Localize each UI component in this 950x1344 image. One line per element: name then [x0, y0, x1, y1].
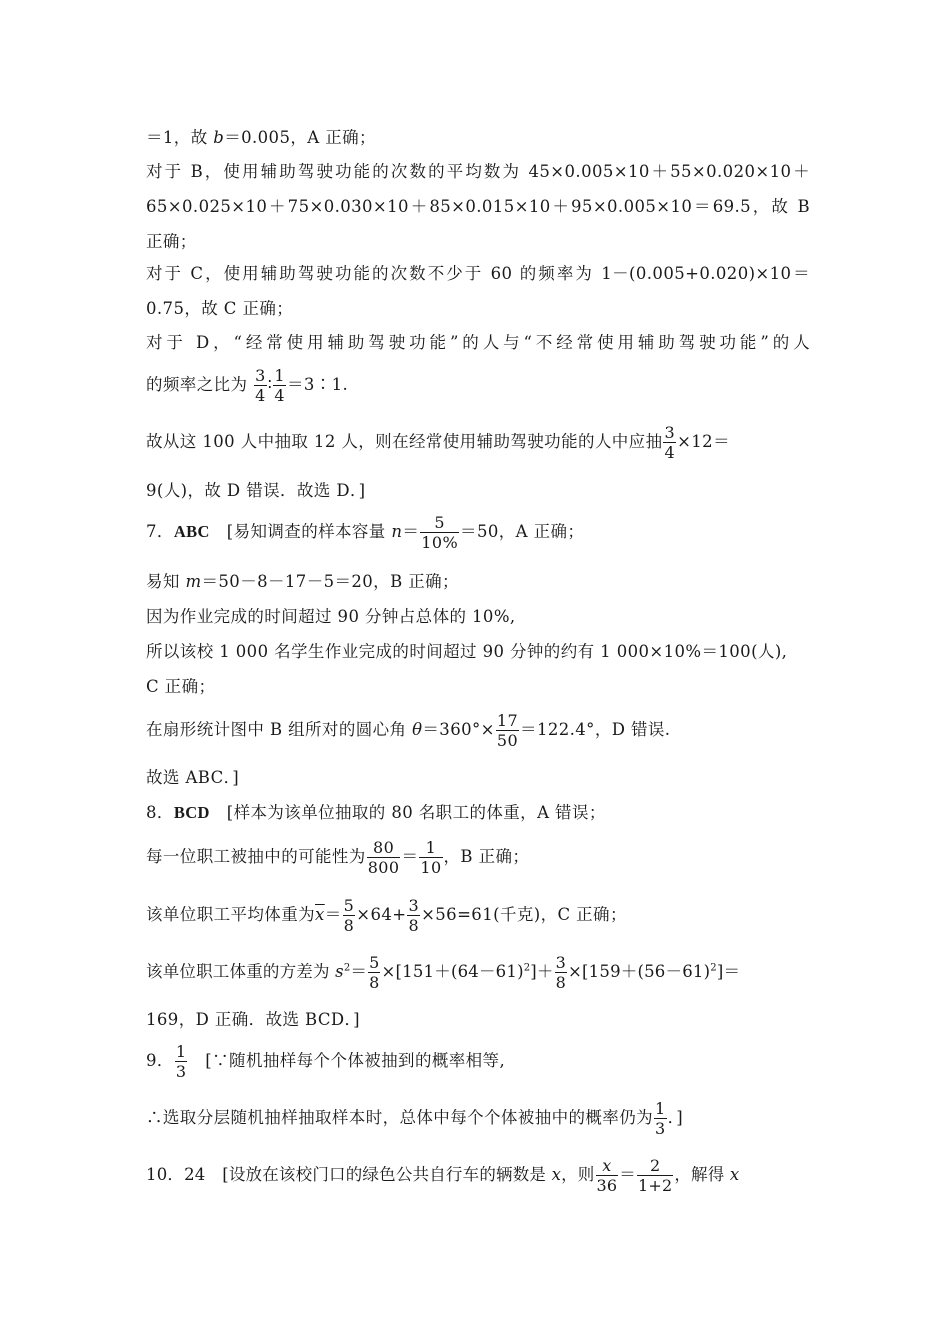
line-20 — [146, 896, 627, 935]
denominator: 3 — [175, 1062, 187, 1081]
line-11 — [146, 513, 584, 552]
line-13: 因为作业完成的时间超过 90 分钟占总体的 10%, — [146, 607, 516, 626]
fraction-1-4 — [273, 366, 286, 405]
text: [设放在该校门口的绿色公共自行车的辆数是 — [205, 1165, 552, 1184]
fraction-3-8 — [555, 953, 567, 992]
question-number: 7． — [146, 522, 174, 541]
fraction-3-4 — [254, 366, 267, 405]
answer: BCD — [173, 803, 210, 822]
line-22: 169，D 正确．故选 BCD．] — [146, 1010, 360, 1029]
text: [样本为该单位抽取的 80 名职工的体重，A 错误； — [209, 803, 606, 822]
numerator: 1 — [419, 838, 442, 858]
line-1 — [146, 128, 376, 148]
line-12 — [146, 572, 459, 592]
answer-fraction-1-3 — [175, 1042, 188, 1081]
numerator: 17 — [496, 711, 519, 730]
superscript: 2 — [710, 962, 717, 974]
denominator: 8 — [343, 916, 355, 935]
line-3: 65×0.025×10＋75×0.030×10＋85×0.015×10＋95×0.005×10＝69.5，故 B — [146, 197, 810, 216]
line-15: C 正确； — [146, 677, 216, 696]
numerator: 5 — [369, 953, 380, 972]
text: 故从这 100 人中抽取 12 人，则在经常使用辅助驾驶功能的人中应抽 — [146, 432, 663, 451]
ratio-sign: ∶ — [267, 375, 273, 394]
equals: ＝ — [350, 962, 368, 981]
equals: ＝ — [324, 905, 342, 924]
var-s: s — [335, 962, 344, 981]
text: ×64+ — [356, 905, 407, 924]
line-6: 0.75，故 C 正确； — [146, 299, 294, 318]
text: ]＝ — [716, 962, 741, 981]
line-16 — [146, 711, 670, 750]
line-5: 对于 C，使用辅助驾驶功能的次数不少于 60 的频率为 1－(0.005+0.020)×10＝ — [146, 264, 810, 283]
line-7: 对于 D，“经常使用辅助驾驶功能”的人与“不经常使用辅助驾驶功能”的人 — [146, 333, 810, 352]
line-25 — [146, 1156, 739, 1195]
var-n: n — [391, 522, 403, 541]
text: ＝50－8－17－5＝20，B 正确； — [201, 572, 459, 591]
denominator: 1+2 — [637, 1176, 673, 1195]
answer: ABC — [173, 522, 210, 541]
text: ，则 — [561, 1165, 595, 1184]
text: ＝0.005，A 正确； — [224, 128, 376, 147]
line-21 — [146, 953, 740, 992]
denominator: 800 — [367, 858, 400, 877]
fraction-2-1plus2 — [637, 1156, 673, 1195]
text: ×[151＋(64－61) — [381, 962, 524, 981]
equals: ＝ — [402, 522, 420, 541]
numerator: 5 — [420, 513, 459, 533]
numerator: 1 — [274, 366, 285, 385]
text: ∴选取分层随机抽样抽取样本时，总体中每个个体被抽中的概率仍为 — [146, 1108, 653, 1127]
numerator: 3 — [255, 366, 266, 385]
question-number: 9． — [146, 1051, 174, 1070]
line-14: 所以该校 1 000 名学生作业完成的时间超过 90 分钟的约有 1 000×10%＝100(人), — [146, 642, 788, 661]
text: 在扇形统计图中 B 组所对的圆心角 — [146, 720, 413, 739]
equals: ＝ — [619, 1165, 636, 1184]
question-number: 8． — [146, 803, 174, 822]
var-x: x — [551, 1165, 562, 1184]
text: [∵随机抽样每个个体被抽到的概率相等, — [188, 1051, 506, 1070]
denominator: 4 — [274, 386, 285, 405]
numerator: 3 — [664, 423, 676, 442]
denominator: 10% — [421, 533, 459, 552]
numerator: 1 — [175, 1042, 187, 1061]
text: 易知 — [146, 572, 186, 591]
fraction-3-8 — [407, 896, 420, 935]
line-10: 9(人)，故 D 错误．故选 D．] — [146, 481, 366, 500]
equals: ＝ — [401, 847, 419, 866]
fraction-5-8 — [343, 896, 356, 935]
line-18 — [146, 803, 606, 823]
numerator: 1 — [655, 1099, 666, 1118]
denominator: 10 — [420, 858, 442, 877]
var-b: b — [213, 128, 225, 147]
denominator: 50 — [496, 731, 519, 750]
denominator: 8 — [369, 973, 380, 992]
question-number: 10．24 — [146, 1165, 206, 1184]
line-17: 故选 ABC．] — [146, 768, 240, 787]
mean-x-bar: $\overline{x}$ — [315, 905, 325, 924]
numerator: 5 — [343, 896, 355, 915]
denominator: 3 — [655, 1119, 666, 1138]
fraction-3-4 — [663, 423, 676, 462]
fraction-17-50 — [496, 711, 519, 750]
text: 该单位职工平均体重为 — [146, 905, 315, 924]
superscript: 2 — [523, 962, 531, 974]
fraction-5-8 — [368, 953, 380, 992]
text: [易知调查的样本容量 — [209, 522, 392, 541]
var-m: m — [185, 572, 202, 591]
line-8 — [146, 366, 348, 405]
text: ＝360°× — [422, 720, 495, 739]
numerator: 80 — [367, 838, 401, 858]
numerator: 2 — [637, 1156, 673, 1176]
text: ×56=61(千克)，C 正确； — [421, 905, 627, 924]
text: ]＋ — [530, 962, 554, 981]
denominator: 8 — [555, 973, 567, 992]
numerator: 3 — [408, 896, 420, 915]
fraction-1-3 — [654, 1099, 667, 1138]
fraction-5-10pct — [420, 513, 459, 552]
text: ，解得 — [674, 1165, 730, 1184]
text: ＝50，A 正确； — [460, 522, 585, 541]
line-19 — [146, 838, 529, 877]
line-2: 对于 B，使用辅助驾驶功能的次数的平均数为 45×0.005×10＋55×0.020×10＋ — [146, 162, 810, 181]
text: ＝3∶1. — [286, 375, 349, 394]
superscript: 2 — [343, 962, 351, 974]
text: ，B 正确； — [443, 847, 530, 866]
fraction-1-10 — [419, 838, 442, 877]
text: ．] — [667, 1108, 684, 1127]
text: ＝1，故 — [146, 128, 214, 147]
numerator: 3 — [555, 953, 567, 972]
text: 的频率之比为 — [146, 375, 248, 394]
var-x: x — [729, 1165, 740, 1184]
denominator: 8 — [408, 916, 420, 935]
line-4: 正确； — [146, 232, 197, 251]
text: ＝122.4°，D 错误. — [520, 720, 671, 739]
numerator: x — [596, 1156, 619, 1176]
denominator: 4 — [255, 386, 266, 405]
var-theta: θ — [412, 720, 423, 739]
denominator: 36 — [596, 1176, 618, 1195]
text: ×[159＋(56－61) — [568, 962, 711, 981]
text: 该单位职工体重的方差为 — [146, 962, 336, 981]
denominator: 4 — [664, 443, 676, 462]
fraction-80-800 — [367, 838, 401, 877]
fraction-x-36 — [596, 1156, 619, 1195]
text: 每一位职工被抽中的可能性为 — [146, 847, 366, 866]
line-23 — [146, 1042, 505, 1081]
text: ×12＝ — [677, 432, 730, 451]
line-24 — [146, 1099, 683, 1138]
line-9 — [146, 423, 730, 462]
